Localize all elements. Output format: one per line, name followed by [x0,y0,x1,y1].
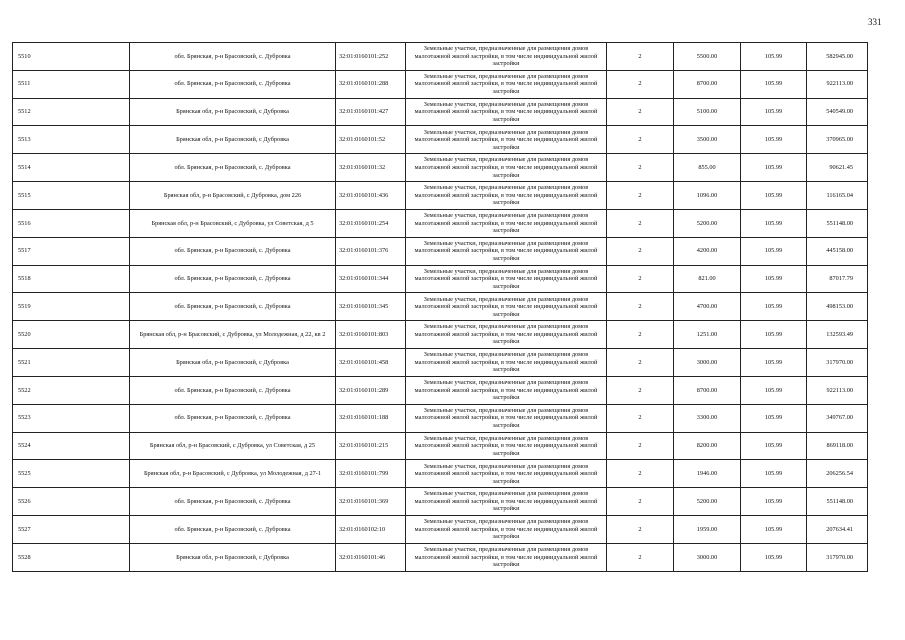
address-cell: обл. Брянская, р-н Брасовский, с. Дубровка [130,293,336,321]
row-number-cell: 5511 [13,70,130,98]
table-row [13,376,868,404]
land-use-cell: Земельные участки, предназначенные для размещения домов малоэтажной жилой застройки, в том числе индивидуальной жилой застройки [406,293,607,321]
table-row [13,154,868,182]
table-row [13,404,868,432]
rate-cell: 105.99 [741,543,807,571]
land-use-cell: Земельные участки, предназначенные для размещения домов малоэтажной жилой застройки, в том числе индивидуальной жилой застройки [406,376,607,404]
cadastral-value-cell: 498153.00 [807,293,868,321]
area-cell: 3300.00 [674,404,741,432]
rate-cell: 105.99 [741,265,807,293]
land-use-cell: Земельные участки, предназначенные для размещения домов малоэтажной жилой застройки, в том числе индивидуальной жилой застройки [406,321,607,349]
category-cell: 2 [607,209,674,237]
table-row [13,265,868,293]
table-row [13,43,868,71]
land-use-cell: Земельные участки, предназначенные для размещения домов малоэтажной жилой застройки, в том числе индивидуальной жилой застройки [406,516,607,544]
land-registry-table [12,42,868,572]
category-cell: 2 [607,237,674,265]
address-cell: Брянская обл, р-н Брасовский, с Дубровка [130,349,336,377]
address-cell: Брянская обл, р-н Брасовский, с Дубровка [130,98,336,126]
category-cell: 2 [607,488,674,516]
cadastral-number-cell: 32:01:0160101:32 [336,154,406,182]
row-number-cell: 5516 [13,209,130,237]
address-cell: Брянская обл, р-н Брасовский, с Дубровка [130,126,336,154]
address-cell: обл. Брянская, р-н Брасовский, с. Дубровка [130,43,336,71]
table-row [13,432,868,460]
category-cell: 2 [607,460,674,488]
cadastral-number-cell: 32:01:0160101:289 [336,376,406,404]
land-use-cell: Земельные участки, предназначенные для размещения домов малоэтажной жилой застройки, в том числе индивидуальной жилой застройки [406,432,607,460]
cadastral-number-cell: 32:01:0160101:52 [336,126,406,154]
land-use-cell: Земельные участки, предназначенные для размещения домов малоэтажной жилой застройки, в том числе индивидуальной жилой застройки [406,70,607,98]
area-cell: 1251.00 [674,321,741,349]
rate-cell: 105.99 [741,209,807,237]
rate-cell: 105.99 [741,126,807,154]
cadastral-value-cell: 317970.00 [807,543,868,571]
address-cell: обл. Брянская, р-н Брасовский, с. Дубровка [130,265,336,293]
cadastral-value-cell: 317970.00 [807,349,868,377]
rate-cell: 105.99 [741,321,807,349]
address-cell: обл. Брянская, р-н Брасовский, с. Дубровка [130,488,336,516]
row-number-cell: 5521 [13,349,130,377]
area-cell: 821.00 [674,265,741,293]
area-cell: 5200.00 [674,488,741,516]
cadastral-number-cell: 32:01:0160101:803 [336,321,406,349]
land-use-cell: Земельные участки, предназначенные для размещения домов малоэтажной жилой застройки, в том числе индивидуальной жилой застройки [406,154,607,182]
cadastral-value-cell: 551148.00 [807,488,868,516]
cadastral-value-cell: 207634.41 [807,516,868,544]
category-cell: 2 [607,70,674,98]
table-row [13,98,868,126]
cadastral-number-cell: 32:01:0160101:215 [336,432,406,460]
row-number-cell: 5512 [13,98,130,126]
cadastral-value-cell: 87017.79 [807,265,868,293]
category-cell: 2 [607,98,674,126]
category-cell: 2 [607,376,674,404]
category-cell: 2 [607,293,674,321]
land-use-cell: Земельные участки, предназначенные для размещения домов малоэтажной жилой застройки, в том числе индивидуальной жилой застройки [406,404,607,432]
land-use-cell: Земельные участки, предназначенные для размещения домов малоэтажной жилой застройки, в том числе индивидуальной жилой застройки [406,265,607,293]
category-cell: 2 [607,43,674,71]
land-use-cell: Земельные участки, предназначенные для размещения домов малоэтажной жилой застройки, в том числе индивидуальной жилой застройки [406,349,607,377]
land-use-cell: Земельные участки, предназначенные для размещения домов малоэтажной жилой застройки, в том числе индивидуальной жилой застройки [406,488,607,516]
area-cell: 4700.00 [674,293,741,321]
land-use-cell: Земельные участки, предназначенные для размещения домов малоэтажной жилой застройки, в том числе индивидуальной жилой застройки [406,182,607,210]
address-cell: обл. Брянская, р-н Брасовский, с. Дубровка [130,516,336,544]
cadastral-value-cell: 869118.00 [807,432,868,460]
row-number-cell: 5524 [13,432,130,460]
category-cell: 2 [607,404,674,432]
row-number-cell: 5513 [13,126,130,154]
cadastral-number-cell: 32:01:0160101:344 [336,265,406,293]
rate-cell: 105.99 [741,182,807,210]
address-cell: Брянская обл, р-н Брасовский, с Дубровка, дом 226 [130,182,336,210]
table-row [13,460,868,488]
row-number-cell: 5527 [13,516,130,544]
rate-cell: 105.99 [741,293,807,321]
category-cell: 2 [607,432,674,460]
cadastral-number-cell: 32:01:0160101:252 [336,43,406,71]
category-cell: 2 [607,265,674,293]
row-number-cell: 5519 [13,293,130,321]
row-number-cell: 5525 [13,460,130,488]
cadastral-number-cell: 32:01:0160101:427 [336,98,406,126]
cadastral-value-cell: 922113.00 [807,376,868,404]
table-row [13,182,868,210]
cadastral-value-cell: 922113.00 [807,70,868,98]
cadastral-number-cell: 32:01:0160102:10 [336,516,406,544]
category-cell: 2 [607,182,674,210]
address-cell: обл. Брянская, р-н Брасовский, с. Дубровка [130,376,336,404]
cadastral-value-cell: 540549.00 [807,98,868,126]
table-row [13,321,868,349]
category-cell: 2 [607,126,674,154]
rate-cell: 105.99 [741,432,807,460]
address-cell: обл. Брянская, р-н Брасовский, с. Дубровка [130,70,336,98]
area-cell: 8700.00 [674,70,741,98]
row-number-cell: 5514 [13,154,130,182]
land-use-cell: Земельные участки, предназначенные для размещения домов малоэтажной жилой застройки, в том числе индивидуальной жилой застройки [406,209,607,237]
table-row [13,349,868,377]
rate-cell: 105.99 [741,516,807,544]
cadastral-number-cell: 32:01:0160101:436 [336,182,406,210]
address-cell: Брянская обл, р-н Брасовский, с Дубровка, ул Советская, д 25 [130,432,336,460]
cadastral-value-cell: 445158.00 [807,237,868,265]
area-cell: 5200.00 [674,209,741,237]
rate-cell: 105.99 [741,488,807,516]
area-cell: 4200.00 [674,237,741,265]
category-cell: 2 [607,516,674,544]
table-row [13,209,868,237]
row-number-cell: 5517 [13,237,130,265]
address-cell: обл. Брянская, р-н Брасовский, с. Дубровка [130,404,336,432]
cadastral-value-cell: 206256.54 [807,460,868,488]
address-cell: обл. Брянская, р-н Брасовский, с. Дубровка [130,237,336,265]
row-number-cell: 5520 [13,321,130,349]
area-cell: 3000.00 [674,349,741,377]
land-use-cell: Земельные участки, предназначенные для размещения домов малоэтажной жилой застройки, в том числе индивидуальной жилой застройки [406,543,607,571]
row-number-cell: 5526 [13,488,130,516]
table-body [13,43,868,572]
address-cell: обл. Брянская, р-н Брасовский, с. Дубровка [130,154,336,182]
category-cell: 2 [607,154,674,182]
cadastral-number-cell: 32:01:0160101:254 [336,209,406,237]
land-use-cell: Земельные участки, предназначенные для размещения домов малоэтажной жилой застройки, в том числе индивидуальной жилой застройки [406,98,607,126]
cadastral-number-cell: 32:01:0160101:799 [336,460,406,488]
cadastral-number-cell: 32:01:0160101:458 [336,349,406,377]
row-number-cell: 5518 [13,265,130,293]
row-number-cell: 5522 [13,376,130,404]
category-cell: 2 [607,321,674,349]
land-use-cell: Земельные участки, предназначенные для размещения домов малоэтажной жилой застройки, в том числе индивидуальной жилой застройки [406,126,607,154]
page-number: 331 [868,17,882,27]
address-cell: Брянская обл, р-н Брасовский, с Дубровка, ул Советская, д 5 [130,209,336,237]
land-use-cell: Земельные участки, предназначенные для размещения домов малоэтажной жилой застройки, в том числе индивидуальной жилой застройки [406,460,607,488]
rate-cell: 105.99 [741,237,807,265]
area-cell: 1946.00 [674,460,741,488]
address-cell: Брянская обл, р-н Брасовский, с Дубровка, ул Молодежная, д 22, кв 2 [130,321,336,349]
row-number-cell: 5510 [13,43,130,71]
area-cell: 1096.00 [674,182,741,210]
row-number-cell: 5523 [13,404,130,432]
cadastral-value-cell: 90621.45 [807,154,868,182]
table-row [13,516,868,544]
rate-cell: 105.99 [741,98,807,126]
rate-cell: 105.99 [741,70,807,98]
cadastral-value-cell: 132593.49 [807,321,868,349]
table-row [13,293,868,321]
table-row [13,126,868,154]
category-cell: 2 [607,349,674,377]
table-row [13,70,868,98]
rate-cell: 105.99 [741,349,807,377]
address-cell: Брянская обл, р-н Брасовский, с Дубровка, ул Молодежная, д 27-1 [130,460,336,488]
area-cell: 8200.00 [674,432,741,460]
address-cell: Брянская обл, р-н Брасовский, с Дубровка [130,543,336,571]
area-cell: 1959.00 [674,516,741,544]
area-cell: 3000.00 [674,543,741,571]
cadastral-number-cell: 32:01:0160101:288 [336,70,406,98]
cadastral-value-cell: 370965.00 [807,126,868,154]
area-cell: 855.00 [674,154,741,182]
category-cell: 2 [607,543,674,571]
table-row [13,488,868,516]
cadastral-value-cell: 551148.00 [807,209,868,237]
cadastral-value-cell: 349767.00 [807,404,868,432]
table-row [13,543,868,571]
rate-cell: 105.99 [741,376,807,404]
cadastral-number-cell: 32:01:0160101:46 [336,543,406,571]
area-cell: 5100.00 [674,98,741,126]
rate-cell: 105.99 [741,404,807,432]
row-number-cell: 5515 [13,182,130,210]
land-use-cell: Земельные участки, предназначенные для размещения домов малоэтажной жилой застройки, в том числе индивидуальной жилой застройки [406,237,607,265]
cadastral-number-cell: 32:01:0160101:376 [336,237,406,265]
rate-cell: 105.99 [741,154,807,182]
land-use-cell: Земельные участки, предназначенные для размещения домов малоэтажной жилой застройки, в том числе индивидуальной жилой застройки [406,43,607,71]
row-number-cell: 5528 [13,543,130,571]
cadastral-number-cell: 32:01:0160101:369 [336,488,406,516]
cadastral-number-cell: 32:01:0160101:345 [336,293,406,321]
cadastral-value-cell: 582945.00 [807,43,868,71]
area-cell: 3500.00 [674,126,741,154]
cadastral-value-cell: 116165.04 [807,182,868,210]
rate-cell: 105.99 [741,460,807,488]
table-row [13,237,868,265]
area-cell: 5500.00 [674,43,741,71]
cadastral-number-cell: 32:01:0160101:188 [336,404,406,432]
rate-cell: 105.99 [741,43,807,71]
area-cell: 8700.00 [674,376,741,404]
